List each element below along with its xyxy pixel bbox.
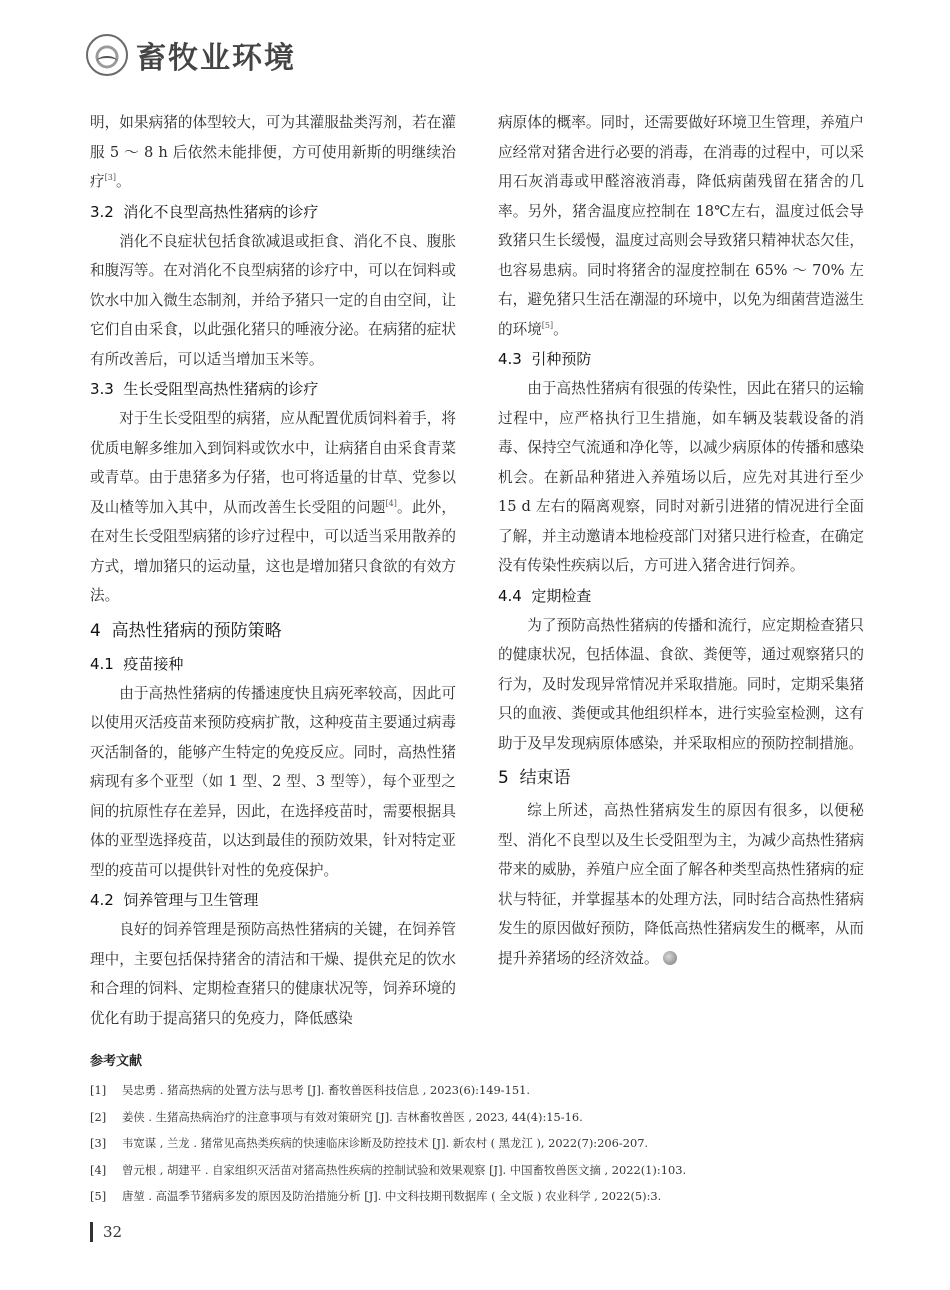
paragraph-intro: 明，如果病猪的体型较大，可为其灌服盐类泻剂，若在灌服 5 ～ 8 h 后依然未能排便，方可使用新斯的明继续治疗[3]。 xyxy=(90,114,456,190)
right-column xyxy=(498,108,864,973)
citation: [3] xyxy=(104,173,116,183)
page-marker-bar xyxy=(90,1222,93,1242)
section-heading-4-2: 4.2 饲养管理与卫生管理 xyxy=(90,891,259,909)
section-heading-4-1: 4.1 疫苗接种 xyxy=(90,654,184,673)
journal-header xyxy=(86,30,296,80)
reference-item: [2] 姜侠 . 生猪高热病治疗的注意事项与有效对策研究 [J]. 吉林畜牧兽医 , 2023, 44(4):15-16. xyxy=(90,1109,583,1124)
citation: [4] xyxy=(385,498,397,508)
citation: [5] xyxy=(541,320,554,330)
section-heading-4-3: 4.3 引种预防 xyxy=(498,350,592,368)
references-section xyxy=(90,1050,880,1210)
paragraph-3-2: 消化不良症状包括食欲减退或拒食、消化不良、腹胀和腹泻等。在对消化不良型病猪的诊疗中，可以在饲料或饮水中加入微生态制剂，并给予猪只一定的自由空间，让它们自由采食，以此强化猪只的唾液分泌。在病猪的症状有所改善后，可以适当增加玉米等。 xyxy=(90,232,456,368)
paragraph-4-1: 由于高热性猪病的传播速度快且病死率较高，因此可以使用灭活疫苗来预防疫病扩散，这种疫苗主要通过病毒灭活制备的，能够产生特定的免疫反应。同时，高热性猪病现有多个亚型（如 1 型、2 型、3 型等），每个亚型之间的抗原性存在差异，因此，在选择疫苗时，需要根据具体的亚型选择疫苗，以达到最佳的预防效果，针对特定亚型的疫苗可以提供针对性的免疫保护。 xyxy=(90,684,456,879)
reference-item: [3] 韦宽谋 , 兰龙 . 猪常见高热类疾病的快速临床诊断及防控技术 [J]. 新农村 ( 黑龙江 ), 2022(7):206-207. xyxy=(90,1136,649,1150)
paragraph-4-4: 为了预防高热性猪病的传播和流行，应定期检查猪只的健康状况，包括体温、食欲、粪便等，通过观察猪只的行为，及时发现异常情况并采取措施。同时，定期采集猪只的血液、粪便或其他组织样本，进行实验室检测，这有助于及早发现病原体感染，并采取相应的预防控制措施。 xyxy=(498,616,864,752)
paragraph-4-2: 良好的饲养管理是预防高热性猪病的关键，在饲养管理中，主要包括保持猪舍的清洁和干燥、提供充足的饮水和合理的饲料、定期检查猪只的健康状况等，饲养环境的优化有助于提高猪只的免疫力，降低感染 xyxy=(90,921,456,1027)
page-footer xyxy=(90,1222,122,1242)
reference-item: [5] 唐堃 . 高温季节猪病多发的原因及防治措施分析 [J]. 中文科技期刊数据库 ( 全文版 ) 农业科学 , 2022(5):3. xyxy=(90,1189,662,1203)
reference-item: [1] 吴忠勇 . 猪高热病的处置方法与思考 [J]. 畜牧兽医科技信息 , 2023(6):149-151. xyxy=(90,1083,530,1097)
paragraph-3-3: 对于生长受阻型的病猪，应从配置优质饲料着手，将优质电解多维加入到饲料或饮水中，让病猪自由采食青菜或青草。由于患猪多为仔猪，也可将适量的甘草、党参以及山楂等加入其中，从而改善生长受阻的问题[4]。此外，在对生长受阻型病猪的诊疗过程中，可以适当采用散养的方式，增加猪只的运动量，这也是增加猪只食欲的有效方法。 xyxy=(90,410,456,604)
section-heading-5: 5 结束语 xyxy=(498,768,571,788)
paragraph-4-3: 由于高热性猪病有很强的传染性，因此在猪只的运输过程中，应严格执行卫生措施，如车辆及装载设备的消毒、保持空气流通和净化等，以减少病原体的传播和感染机会。在新品种猪进入养殖场以后，应先对其进行至少 15 d 左右的隔离观察，同时对新引进猪的情况进行全面了解，并主动邀请本地检疫部门对猪只进行检查，在确定没有传染性疾病以后，方可进入猪舍进行饲养。 xyxy=(498,380,864,574)
journal-end-mark-icon xyxy=(663,951,677,965)
paragraph-5: 综上所述，高热性猪病发生的原因有很多，以便秘型、消化不良型以及生长受阻型为主，为减少高热性猪病带来的威胁，养殖户应全面了解各种类型高热性猪病的症状与特征，并掌握基本的处理方法，同时结合高热性猪病发生的原因做好预防，降低高热性猪病发生的概率，从而提升养猪场的经济效益。 xyxy=(498,802,864,967)
page-number: 32 xyxy=(103,1223,123,1241)
section-heading-3-2: 3.2 消化不良型高热性猪病的诊疗 xyxy=(90,202,319,221)
paragraph-continued: 病原体的概率。同时，还需要做好环境卫生管理，养殖户应经常对猪舍进行必要的消毒，在消毒的过程中，可以采用石灰消毒或甲醛溶液消毒，降低病菌残留在猪舍的几率。另外，猪舍温度应控制在 18℃左右，温度过低会导致猪只生长缓慢，温度过高则会导致猪只精神状态欠佳，也容易患病。同时将猪舍的湿度控制在 65% ～ 70% 左右，避免猪只生活在潮湿的环境中，以免为细菌营造滋生的环境[5]。 xyxy=(498,114,864,338)
section-heading-4: 4 高热性猪病的预防策略 xyxy=(90,620,282,641)
references-title: 参考文献 xyxy=(90,1054,143,1069)
section-heading-4-4: 4.4 定期检查 xyxy=(498,586,592,605)
journal-seal-icon xyxy=(86,34,128,76)
reference-item: [4] 曾元根 , 胡建平 . 自家组织灭活苗对猪高热性疾病的控制试验和效果观察 [J]. 中国畜牧兽医文摘 , 2022(1):103. xyxy=(90,1162,687,1177)
section-heading-3-3: 3.3 生长受阻型高热性猪病的诊疗 xyxy=(90,380,319,398)
journal-title: 畜牧业环境 xyxy=(136,41,296,76)
left-column xyxy=(90,108,456,1033)
